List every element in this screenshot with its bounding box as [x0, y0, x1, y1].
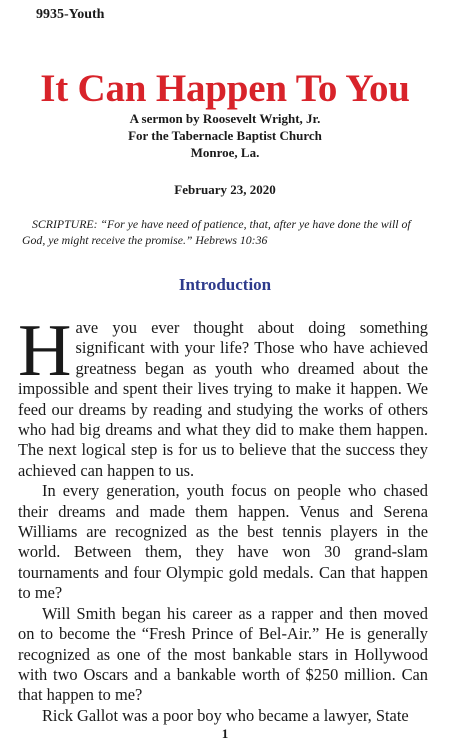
byline-author: A sermon by Roosevelt Wright, Jr.	[129, 111, 321, 126]
paragraph-text: ave you ever thought about doing something significant with your life? Those who have achieved greatness began as youth who dreamed about the impossible and spent their lives trying to make it happen. We feed our dreams by reading and studying the works of others who had big dreams and what they did to make them happen. The next logical step is for us to believe that the success they achieved can happen to us.	[18, 318, 428, 480]
section-heading: Introduction	[178, 275, 272, 294]
paragraph	[18, 310, 428, 481]
sermon-body	[18, 310, 428, 726]
document-code: 9935-Youth	[36, 7, 105, 22]
sermon-title: It Can Happen To You	[40, 67, 410, 110]
sermon-date: February 23, 2020	[174, 182, 276, 197]
paragraph: In every generation, youth focus on people who chased their dreams and made them happen. Venus and Serena Williams are recognized as the best tennis players in the world. Between them, they have won 30 grand-slam tournaments and four Olympic gold medals. Can that happen to me?	[18, 481, 428, 603]
byline-location: Monroe, La.	[190, 145, 260, 160]
byline-church: For the Tabernacle Baptist Church	[128, 128, 322, 143]
byline	[0, 110, 450, 161]
paragraph: Will Smith began his career as a rapper and then moved on to become the “Fresh Prince of Bel-Air.” He is generally recognized as one of the most bankable stars in Hollywood with two Oscars and a bankable worth of $250 million. Can that happen to me?	[18, 603, 428, 705]
drop-cap: H	[18, 310, 72, 392]
page-number: 1	[221, 726, 229, 741]
paragraph: Rick Gallot was a poor boy who became a lawyer, State	[42, 705, 409, 725]
scripture-reference: SCRIPTURE: “For ye have need of patience, that, after ye have done the will of God, ye might receive the promise.” Hebrews 10:36	[22, 217, 411, 247]
